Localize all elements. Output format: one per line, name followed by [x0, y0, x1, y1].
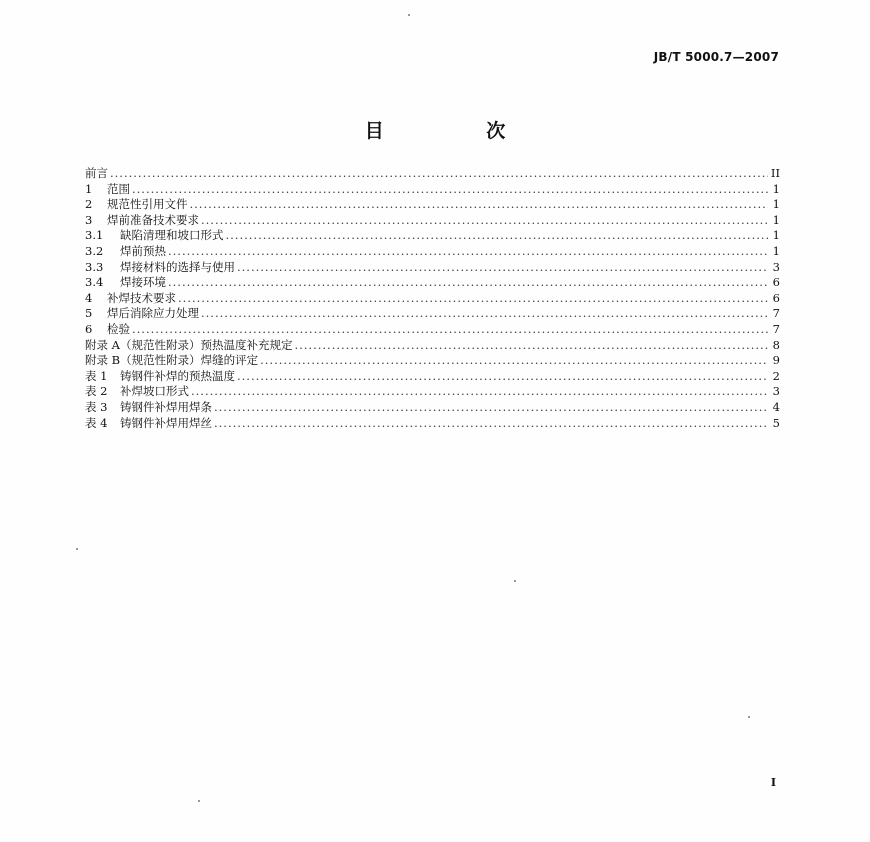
- toc-dot-leader: [201, 306, 768, 322]
- scan-speck: [408, 14, 410, 16]
- toc-dot-leader: [132, 182, 768, 198]
- toc-dot-leader: [178, 291, 768, 307]
- toc-entry[interactable]: [85, 166, 780, 182]
- toc-entry-page: II: [770, 166, 780, 180]
- toc-entry[interactable]: [85, 322, 780, 338]
- toc-entry-label: 规范性引用文件: [107, 197, 188, 212]
- table-of-contents: [85, 166, 780, 431]
- toc-dot-leader: [294, 338, 768, 354]
- toc-dot-leader: [201, 213, 768, 229]
- toc-entry-label: 缺陷清理和坡口形式: [120, 228, 224, 243]
- toc-entry-label: 范围: [107, 181, 130, 196]
- toc-dot-leader: [110, 166, 768, 182]
- toc-title: 目 次: [364, 120, 554, 142]
- toc-entry-page: 6: [772, 290, 780, 305]
- toc-entry-number: 3.4: [85, 275, 104, 290]
- toc-entry-page: 7: [772, 321, 780, 336]
- toc-entry[interactable]: [85, 384, 780, 400]
- toc-entry-number: 3: [85, 212, 93, 227]
- toc-dot-leader: [190, 197, 769, 213]
- toc-entry-label: 补焊技术要求: [107, 290, 176, 305]
- toc-entry-page: 4: [772, 399, 780, 414]
- standard-number: JB/T 5000.7—2007: [653, 50, 779, 64]
- toc-dot-leader: [237, 260, 768, 276]
- toc-entry-page: 2: [772, 368, 780, 383]
- toc-entry-page: 1: [772, 197, 780, 212]
- toc-entry-label: 铸钢件补焊用焊丝: [120, 415, 212, 430]
- toc-dot-leader: [132, 322, 768, 338]
- toc-entry-page: 3: [772, 259, 780, 274]
- toc-entry-number: 2: [85, 197, 93, 212]
- toc-entry-page: 7: [772, 306, 780, 321]
- scan-speck: [748, 716, 750, 718]
- toc-entry-page: 1: [772, 243, 780, 258]
- toc-entry-label: 铸钢件补焊用焊条: [120, 399, 212, 414]
- toc-entry-label: 前言: [85, 166, 108, 180]
- toc-dot-leader: [168, 244, 768, 260]
- toc-entry[interactable]: [85, 353, 780, 369]
- toc-entry[interactable]: [85, 244, 780, 260]
- toc-entry[interactable]: [85, 338, 780, 354]
- toc-entry-page: 1: [772, 212, 780, 227]
- toc-entry-label: 焊前预热: [120, 243, 166, 258]
- toc-entry[interactable]: [85, 369, 780, 385]
- toc-entry[interactable]: [85, 260, 780, 276]
- toc-entry[interactable]: [85, 228, 780, 244]
- toc-entry-number: 5: [85, 306, 93, 321]
- toc-entry-label: 铸钢件补焊的预热温度: [120, 368, 235, 383]
- toc-entry-page: 3: [772, 384, 780, 399]
- toc-entry-page: 1: [772, 228, 780, 243]
- toc-dot-leader: [191, 384, 768, 400]
- toc-entry-page: 6: [772, 275, 780, 290]
- toc-entry-number: 表 2: [85, 384, 108, 399]
- toc-entry-page: 9: [772, 353, 780, 368]
- toc-entry-label: 附录 B（规范性附录）焊缝的评定: [85, 353, 259, 368]
- toc-dot-leader: [237, 369, 768, 385]
- toc-entry-label: 焊接环境: [120, 275, 166, 290]
- toc-dot-leader: [214, 400, 768, 416]
- toc-entry[interactable]: [85, 306, 780, 322]
- toc-entry-number: 3.3: [85, 259, 104, 274]
- toc-entry-page: 5: [772, 415, 780, 430]
- toc-entry-number: 表 4: [85, 415, 108, 430]
- toc-entry[interactable]: [85, 416, 780, 432]
- toc-entry-number: 表 1: [85, 368, 108, 383]
- toc-entry-number: 表 3: [85, 399, 108, 414]
- page-number: I: [770, 776, 776, 789]
- toc-entry-label: 焊后消除应力处理: [107, 306, 199, 321]
- toc-entry[interactable]: [85, 400, 780, 416]
- toc-entry-number: 3.2: [85, 243, 104, 258]
- scan-speck: [514, 580, 516, 582]
- toc-entry-number: 3.1: [85, 228, 104, 243]
- toc-entry-label: 检验: [107, 321, 130, 336]
- toc-entry-label: 焊接材料的选择与使用: [120, 259, 235, 274]
- toc-entry-number: 6: [85, 321, 93, 336]
- toc-entry-number: 1: [85, 181, 93, 196]
- scan-speck: [76, 548, 78, 550]
- toc-dot-leader: [260, 353, 768, 369]
- scan-speck: [198, 800, 200, 802]
- toc-entry-page: 1: [772, 181, 780, 196]
- toc-dot-leader: [168, 275, 768, 291]
- toc-entry[interactable]: [85, 197, 780, 213]
- toc-dot-leader: [226, 228, 769, 244]
- toc-entry[interactable]: [85, 291, 780, 307]
- toc-entry-label: 补焊坡口形式: [120, 384, 189, 399]
- toc-entry[interactable]: [85, 213, 780, 229]
- toc-entry-page: 8: [772, 337, 780, 352]
- toc-entry[interactable]: [85, 275, 780, 291]
- toc-entry-number: 4: [85, 290, 93, 305]
- toc-dot-leader: [214, 416, 768, 432]
- toc-entry-label: 焊前准备技术要求: [107, 212, 199, 227]
- toc-entry[interactable]: [85, 182, 780, 198]
- toc-entry-label: 附录 A（规范性附录）预热温度补充规定: [85, 337, 293, 352]
